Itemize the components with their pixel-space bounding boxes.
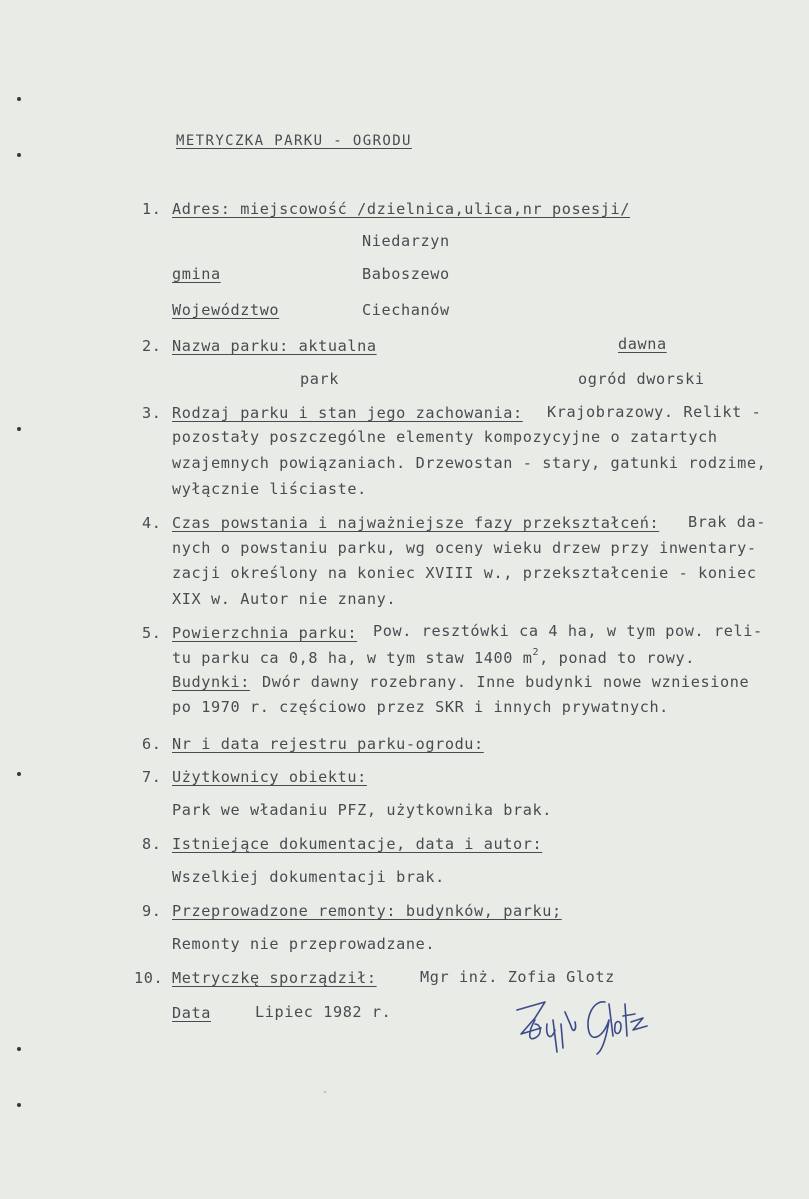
margin-dot <box>17 153 21 157</box>
margin-dot <box>17 97 21 101</box>
area-text-part: tu parku ca 0,8 ha, w tym staw 1400 m <box>172 649 533 667</box>
section-number: 6. <box>142 735 162 753</box>
renovations-value: Remonty nie przeprowadzane. <box>172 935 436 953</box>
park-type-text: Krajobrazowy. Relikt - <box>547 403 762 421</box>
origin-text: nych o powstaniu parku, wg oceny wieku drzew przy inwentary- <box>172 539 757 557</box>
page-title: METRYCZKA PARKU - OGRODU <box>176 133 412 149</box>
voivodeship-label: Województwo <box>172 301 280 319</box>
section-number: 10. <box>134 969 164 987</box>
park-type-text: wzajemnych powiązaniach. Drzewostan - stary, gatunki rodzime, <box>172 454 767 472</box>
locality-value: Niedarzyn <box>362 232 450 250</box>
section-number: 7. <box>142 768 162 786</box>
park-type-label: Rodzaj parku i stan jego zachowania: <box>172 404 523 422</box>
commune-value: Baboszewo <box>362 265 450 283</box>
date-value: Lipiec 1982 r. <box>255 1003 392 1021</box>
section-number: 2. <box>142 337 162 355</box>
scan-mark: ˇ <box>322 1091 329 1102</box>
handwritten-signature <box>505 990 665 1070</box>
register-label: Nr i data rejestru parku-ogrodu: <box>172 735 484 753</box>
margin-dot <box>17 427 21 431</box>
users-value: Park we władaniu PFZ, użytkownika brak. <box>172 801 553 819</box>
park-name-label: Nazwa parku: aktualna <box>172 337 377 355</box>
origin-text: Brak da- <box>688 513 766 531</box>
buildings-text: Dwór dawny rozebrany. Inne budynki nowe wzniesione <box>262 673 750 691</box>
buildings-label: Budynki: <box>172 673 250 691</box>
area-text-part: , ponad to rowy. <box>539 649 696 667</box>
renovations-label: Przeprowadzone remonty: budynków, parku; <box>172 902 562 920</box>
former-name-value: ogród dworski <box>578 370 705 388</box>
origin-text: zacji określony na koniec XVIII w., przekształcenie - koniec <box>172 564 757 582</box>
voivodeship-value: Ciechanów <box>362 301 450 319</box>
section-number: 4. <box>142 514 162 532</box>
margin-dot <box>17 1103 21 1107</box>
buildings-text: po 1970 r. częściowo przez SKR i innych prywatnych. <box>172 698 669 716</box>
margin-dot <box>17 1047 21 1051</box>
former-name-label: dawna <box>618 335 667 353</box>
author-value: Mgr inż. Zofia Glotz <box>420 968 615 986</box>
park-type-text: pozostały poszczególne elementy kompozycyjne o zatartych <box>172 428 718 446</box>
current-name-value: park <box>300 370 339 388</box>
address-label: Adres: miejscowość /dzielnica,ulica,nr posesji/ <box>172 200 630 218</box>
origin-label: Czas powstania i najważniejsze fazy przekształceń: <box>172 514 660 532</box>
area-label: Powierzchnia parku: <box>172 624 358 642</box>
section-number: 3. <box>142 404 162 422</box>
area-text: Pow. resztówki ca 4 ha, w tym pow. reli- <box>373 622 763 640</box>
commune-label: gmina <box>172 265 221 283</box>
prepared-by-label: Metryczkę sporządził: <box>172 969 377 987</box>
documentation-value: Wszelkiej dokumentacji brak. <box>172 868 445 886</box>
date-label: Data <box>172 1004 211 1022</box>
origin-text: XIX w. Autor nie znany. <box>172 590 397 608</box>
documentation-label: Istniejące dokumentacje, data i autor: <box>172 835 543 853</box>
margin-dot <box>17 772 21 776</box>
park-type-text: wyłącznie liściaste. <box>172 480 367 498</box>
square-superscript: 2 <box>532 647 540 658</box>
section-number: 1. <box>142 200 162 218</box>
area-text-2 <box>172 649 695 670</box>
section-number: 9. <box>142 902 162 920</box>
users-label: Użytkownicy obiektu: <box>172 768 367 786</box>
section-number: 5. <box>142 624 162 642</box>
section-number: 8. <box>142 835 162 853</box>
